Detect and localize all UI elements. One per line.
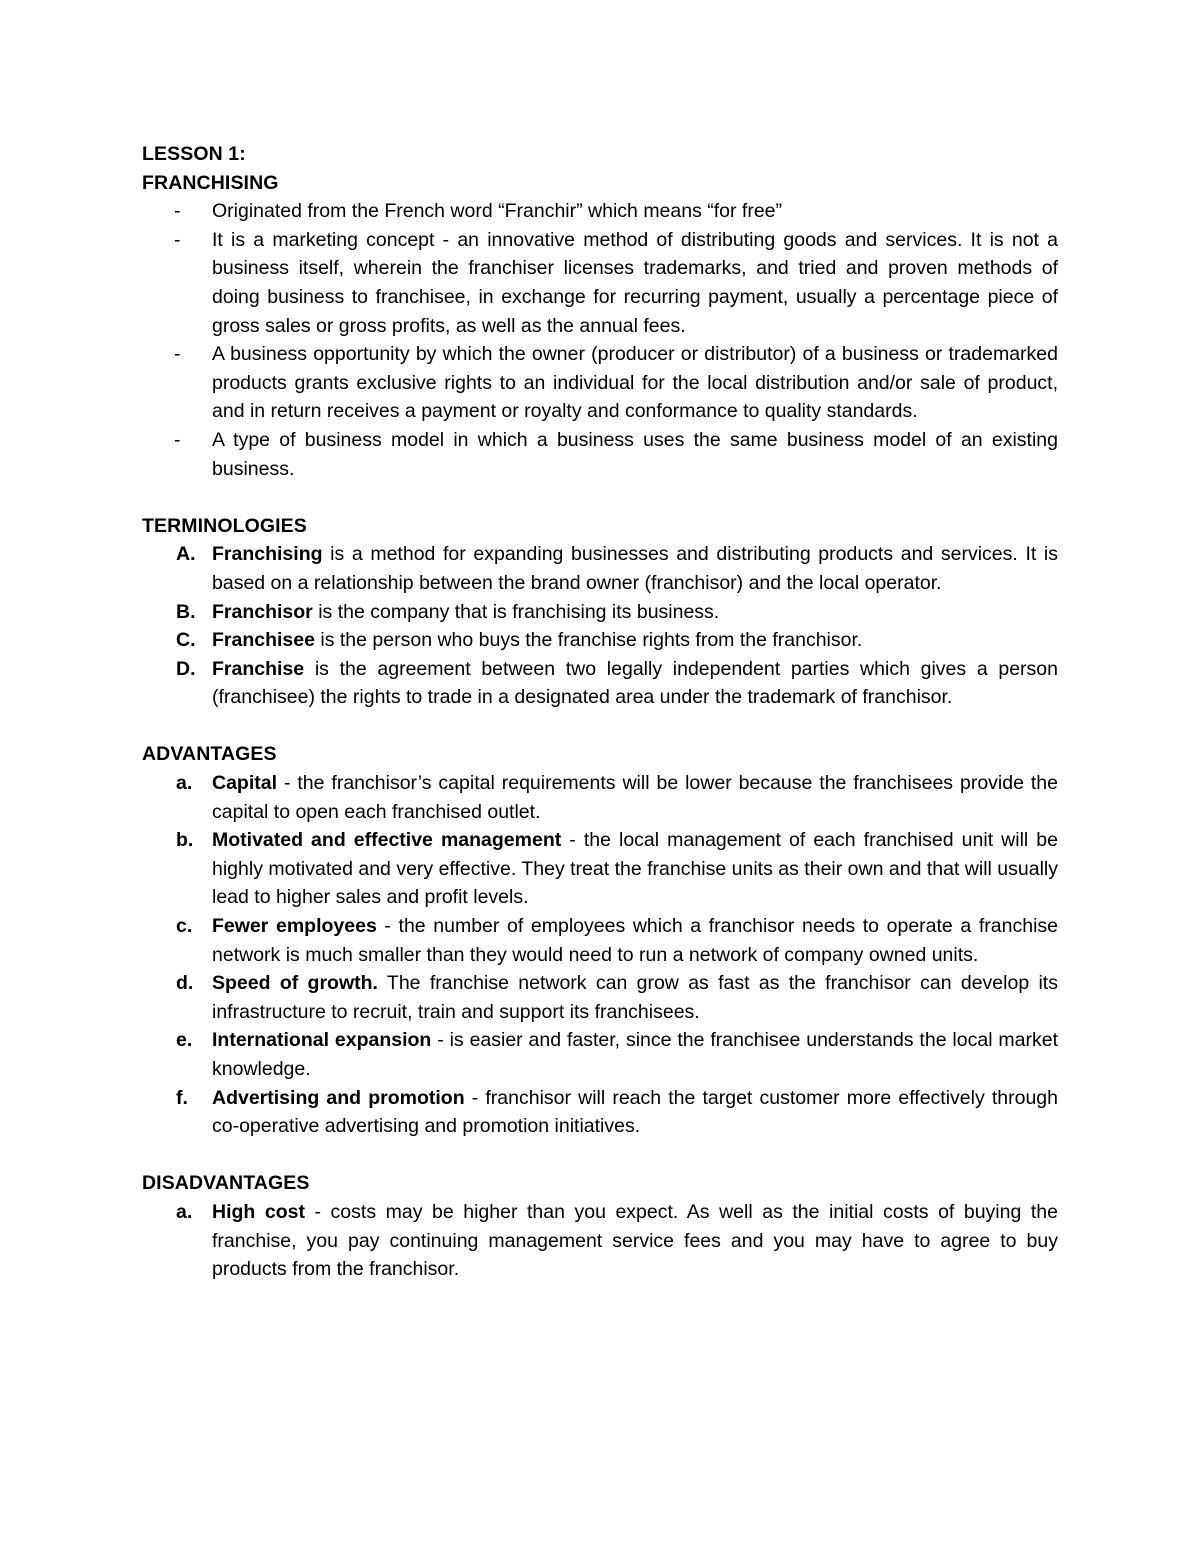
term-definition: is the person who buys the franchise rights from the franchisor. [314, 629, 863, 652]
list-marker: A. [176, 543, 196, 566]
list-item-text: Originated from the French word “Franchir” which means “for free” [212, 200, 783, 223]
term-label: Capital [212, 772, 278, 795]
list-marker: C. [176, 629, 196, 652]
term-definition: - franchisor will reach the target customer more effectively through co-operative advertising and promotion initiatives. [212, 1086, 1058, 1138]
term-label: Franchisee [212, 629, 315, 652]
term-label: Franchise [212, 657, 305, 680]
term-label: Motivated and effective management [212, 829, 562, 852]
term-definition: - the number of employees which a franchisor needs to operate a franchise network is much smaller than they would need to run a network of company owned units. [212, 915, 1058, 966]
term-definition: - is easier and faster, since the franchisee understands the local market knowledge. [212, 1029, 1059, 1080]
list-marker: D. [176, 657, 196, 680]
section-heading-franchising: FRANCHISING [142, 171, 279, 194]
list-marker: f. [176, 1086, 188, 1109]
list-item-text: A type of business model in which a business uses the same business model of an existing business. [212, 428, 1058, 480]
list-item [142, 769, 1058, 826]
term-label: High cost [212, 1200, 305, 1223]
term-label: Advertising and promotion [212, 1086, 465, 1109]
lesson-title: LESSON 1: [142, 143, 246, 165]
list-marker: a. [176, 772, 193, 795]
term-label: Franchising [212, 543, 323, 566]
list-item [142, 426, 1058, 483]
list-item [142, 1084, 1058, 1141]
list-item [142, 969, 1058, 1026]
section-franchising [142, 140, 1058, 483]
term-label: Fewer employees [212, 915, 377, 938]
document-content [142, 140, 1058, 1312]
list-item [142, 626, 1058, 655]
list-marker: - [174, 228, 181, 251]
term-definition: The franchise network can grow as fast as the franchisor can develop its infrastructure to recruit, train and support its franchisees. [212, 972, 1058, 1023]
section-heading-terminologies: TERMINOLOGIES [142, 514, 307, 537]
list-item-text: It is a marketing concept - an innovative method of distributing goods and services. It is not a business itself, wherein the franchiser licenses trademarks, and tried and proven methods of doing business to franchisee, in exchange for recurring payment, usually a percentage piece of gross sales or gross profits, as well as the annual fees. [212, 228, 1058, 337]
list-marker: - [174, 343, 181, 366]
list-item [142, 912, 1058, 969]
list-item [142, 598, 1058, 627]
list-marker: b. [176, 829, 194, 852]
list-marker: - [174, 428, 181, 451]
section-heading-disadvantages: DISADVANTAGES [142, 1172, 310, 1195]
list-marker: - [174, 200, 181, 223]
term-label: Franchisor [212, 600, 313, 623]
list-marker: c. [176, 915, 193, 938]
term-definition: - the local management of each franchised unit will be highly motivated and very effective. They treat the franchise units as their own and that will usually lead to higher sales and profit levels. [212, 829, 1058, 909]
term-definition: is the agreement between two legally independent parties which gives a person (franchisee) the rights to trade in a designated area under the trademark of franchisor. [212, 657, 1058, 709]
list-item [142, 340, 1058, 426]
section-terminologies [142, 512, 1058, 712]
list-item [142, 540, 1058, 597]
list-marker: d. [176, 972, 194, 995]
section-heading-advantages: ADVANTAGES [142, 743, 277, 766]
list-item [142, 197, 1058, 226]
list-marker: B. [176, 600, 196, 623]
section-disadvantages [142, 1169, 1058, 1283]
list-item [142, 655, 1058, 712]
list-marker: e. [176, 1029, 193, 1052]
list-item [142, 826, 1058, 912]
list-item [142, 226, 1058, 340]
list-item-text: A business opportunity by which the owner (producer or distributor) of a business or trademarked products grants exclusive rights to an individual for the local distribution and/or sale of product, and in return receives a payment or royalty and conformance to quality standards. [212, 343, 1058, 423]
term-definition: - costs may be higher than you expect. As well as the initial costs of buying the franchise, you pay continuing management service fees and you may have to agree to buy products from the franchisor. [212, 1200, 1058, 1281]
list-marker: a. [176, 1200, 193, 1223]
term-definition: - the franchisor’s capital requirements will be lower because the franchisees provide the capital to open each franchised outlet. [212, 772, 1058, 823]
term-definition: is the company that is franchising its business. [312, 600, 720, 623]
term-label: Speed of growth. [212, 972, 378, 995]
list-item [142, 1026, 1058, 1083]
term-label: International expansion [212, 1029, 432, 1052]
list-item [142, 1198, 1058, 1284]
section-advantages [142, 740, 1058, 1140]
term-definition: is a method for expanding businesses and distributing products and services. It is based on a relationship between the brand owner (franchisor) and the local operator. [212, 543, 1058, 594]
